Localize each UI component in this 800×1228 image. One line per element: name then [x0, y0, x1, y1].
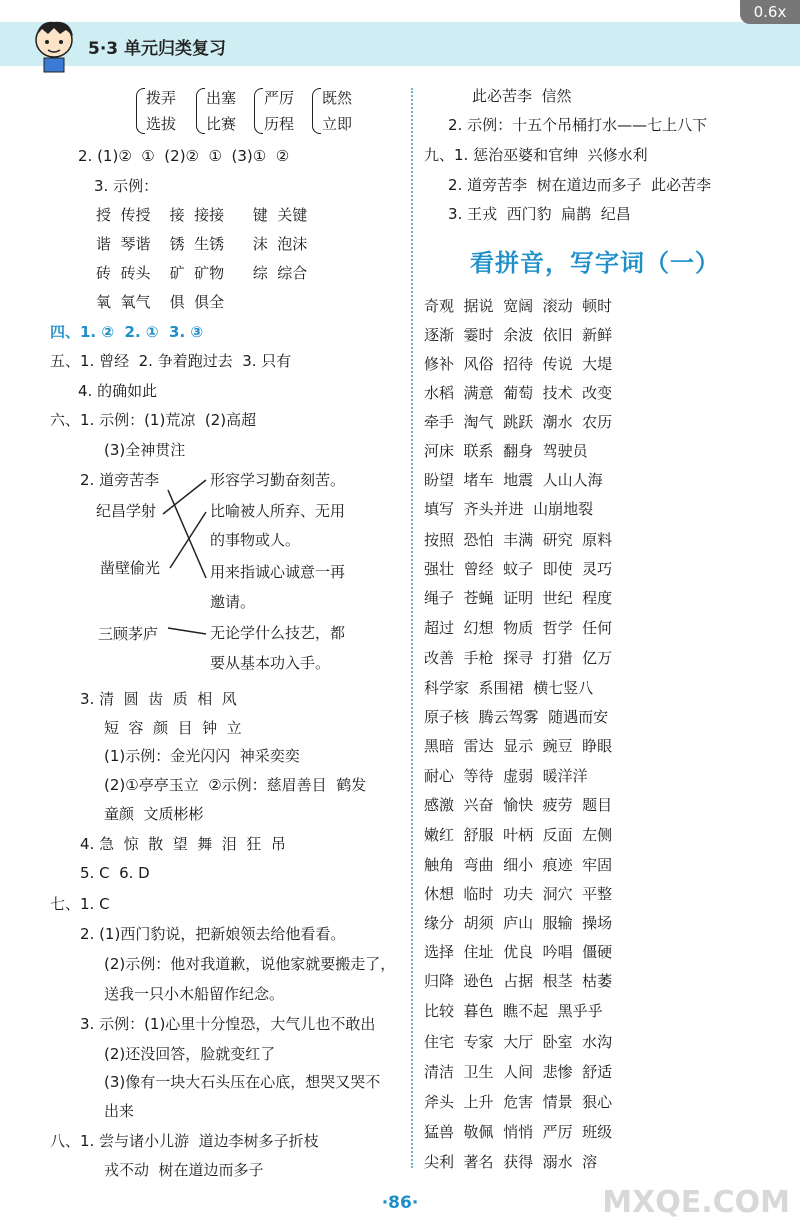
answer-line: (2)示例：他对我道歉，说他家就要搬走了， — [104, 955, 396, 973]
match-line — [170, 512, 206, 568]
answer-line: 4. 的确如此 — [78, 382, 158, 400]
answer-line: 4. 急 惊 散 望 舞 泪 狂 吊 — [80, 835, 286, 853]
vocab-row: 耐心 等待 虚弱 暖洋洋 — [424, 767, 588, 785]
match-line — [168, 490, 206, 578]
answer-line: 5. C 6. D — [80, 864, 150, 882]
vocab-row: 嫩红 舒服 叶柄 反面 左侧 — [424, 826, 613, 844]
q1-word: 选拔 — [146, 115, 177, 133]
vocab-row: 感激 兴奋 愉快 疲劳 题目 — [424, 796, 613, 814]
word-row: 谐 琴谐 锈 生锈 沫 泡沫 — [96, 235, 308, 253]
match-right: 的事物或人。 — [210, 531, 301, 549]
vocab-row: 黑暗 雷达 显示 豌豆 睁眼 — [424, 737, 613, 755]
q1-word: 比赛 — [206, 115, 237, 133]
answer-line: 2. 道旁苦李 树在道边而多子 此必苦李 — [448, 176, 712, 194]
match-right: 要从基本功入手。 — [210, 654, 331, 672]
answer-line: 出来 — [104, 1102, 135, 1120]
watermark: MXQE.COM — [602, 1185, 790, 1220]
match-line — [163, 480, 206, 514]
vocab-row: 绳子 苍蝇 证明 世纪 程度 — [424, 589, 613, 607]
vocab-row: 比较 暮色 瞧不起 黑乎乎 — [424, 1002, 603, 1020]
answer-line: 2. 示例：十五个吊桶打水——七上八下 — [448, 116, 708, 134]
vocab-row: 清洁 卫生 人间 悲惨 舒适 — [424, 1063, 613, 1081]
vocab-row: 斧头 上升 危害 情景 狠心 — [424, 1093, 613, 1111]
header-title: 5·3 单元归类复习 — [88, 39, 227, 59]
section-9: 九、1. 惩治巫婆和官绅 兴修水利 — [424, 146, 648, 164]
answer-line: 2. (1)② ① (2)② ① (3)① ② — [78, 147, 290, 165]
vocab-row: 牵手 淘气 跳跃 潮水 农历 — [424, 413, 613, 431]
match-right: 邀请。 — [210, 593, 256, 611]
vocab-row: 休想 临时 功夫 洞穴 平整 — [424, 885, 613, 903]
vocab-row: 尖利 著名 获得 溺水 溶 — [424, 1153, 598, 1171]
answer-line: (2)还没回答，脸就变红了 — [104, 1045, 276, 1063]
vocab-row: 强壮 曾经 蚊子 即使 灵巧 — [424, 560, 613, 578]
match-line — [168, 628, 206, 634]
q1-word: 拨弄 — [146, 89, 177, 107]
match-right: 无论学什么技艺，都 — [210, 624, 346, 642]
section-4: 四、1. ② 2. ① 3. ③ — [50, 323, 204, 341]
vocab-row: 按照 恐怕 丰满 研究 原料 — [424, 531, 613, 549]
vocab-row: 修补 风俗 招待 传说 大堤 — [424, 355, 613, 373]
match-left: 三顾茅庐 — [98, 625, 159, 643]
answer-line: (3)全神贯注 — [104, 441, 186, 459]
vocab-row: 河床 联系 翻身 驾驶员 — [424, 442, 588, 460]
vocab-row: 科学家 系围裙 横七竖八 — [424, 679, 594, 697]
q1-word: 立即 — [322, 115, 353, 133]
answer-line: 3. 示例：(1)心里十分惶恐，大气儿也不敢出 — [80, 1015, 376, 1033]
section-6: 六、1. 示例：(1)荒凉 (2)高超 — [50, 411, 257, 429]
answer-line: 3. 示例： — [94, 177, 159, 195]
vocab-row: 触角 弯曲 细小 痕迹 牢固 — [424, 856, 613, 874]
vocab-row: 改善 手枪 探寻 打猎 亿万 — [424, 649, 613, 667]
answer-line: 此必苦李 信然 — [472, 87, 572, 105]
match-left: 2. 道旁苦李 — [80, 471, 160, 489]
q1-word: 既然 — [322, 89, 353, 107]
answer-line: (1)示例：金光闪闪 神采奕奕 — [104, 747, 300, 765]
vocab-row: 逐渐 霎时 余波 依旧 新鲜 — [424, 326, 613, 344]
section-7: 七、1. C — [50, 895, 110, 913]
match-right: 用来指诚心诚意一再 — [210, 563, 346, 581]
vocab-row: 住宅 专家 大厅 卧室 水沟 — [424, 1033, 613, 1051]
section-5: 五、1. 曾经 2. 争着跑过去 3. 只有 — [50, 352, 292, 370]
vocab-row: 盼望 堵车 地震 人山人海 — [424, 471, 603, 489]
answer-line: 3. 王戎 西门豹 扁鹊 纪昌 — [448, 205, 631, 223]
vocab-row: 猛兽 敬佩 悄悄 严厉 班级 — [424, 1123, 613, 1141]
match-right: 比喻被人所弃、无用 — [210, 502, 346, 520]
answer-line: 送我一只小木船留作纪念。 — [104, 985, 285, 1003]
q1-word: 历程 — [264, 115, 295, 133]
vocab-row: 归降 逊色 占据 根茎 枯萎 — [424, 972, 613, 990]
answer-line: 2. (1)西门豹说，把新娘领去给他看看。 — [80, 925, 346, 943]
section-8: 八、1. 尝与诸小儿游 道边李树多子折枝 — [50, 1132, 319, 1150]
zoom-level[interactable]: 0.6x — [740, 0, 800, 24]
answer-line: 童颜 文质彬彬 — [104, 805, 204, 823]
vocab-row: 奇观 据说 宽阔 滚动 顿时 — [424, 297, 613, 315]
answer-line: 3. 清 圆 齿 质 相 风 — [80, 690, 237, 708]
vocab-row: 超过 幻想 物质 哲学 任何 — [424, 619, 613, 637]
match-left: 凿壁偷光 — [100, 559, 161, 577]
q1-word: 严厉 — [264, 89, 295, 107]
vocab-row: 填写 齐头并进 山崩地裂 — [424, 500, 594, 518]
match-left: 纪昌学射 — [96, 502, 157, 520]
answer-line: (3)像有一块大石头压在心底，想哭又哭不 — [104, 1073, 381, 1091]
word-row: 氧 氧气 俱 俱全 — [96, 293, 225, 311]
vocab-row: 水稻 满意 葡萄 技术 改变 — [424, 384, 613, 402]
vocab-row: 缘分 胡须 庐山 服输 操场 — [424, 914, 613, 932]
vocab-section-title: 看拼音，写字词（一） — [470, 249, 720, 277]
page-number: ·86· — [381, 1193, 419, 1213]
q1-word: 出塞 — [206, 89, 237, 107]
match-right: 形容学习勤奋刻苦。 — [210, 471, 346, 489]
answer-line: 短 容 颜 目 钟 立 — [104, 719, 242, 737]
word-row: 授 传授 接 接接 键 关键 — [96, 206, 308, 224]
answer-line: (2)①亭亭玉立 ②示例：慈眉善目 鹤发 — [104, 776, 367, 794]
vocab-row: 原子核 腾云驾雾 随遇而安 — [424, 708, 609, 726]
word-row: 砖 砖头 矿 矿物 综 综合 — [96, 264, 308, 282]
answer-line: 戎不动 树在道边而多子 — [104, 1161, 264, 1179]
vocab-row: 选择 住址 优良 吟唱 僵硬 — [424, 943, 613, 961]
